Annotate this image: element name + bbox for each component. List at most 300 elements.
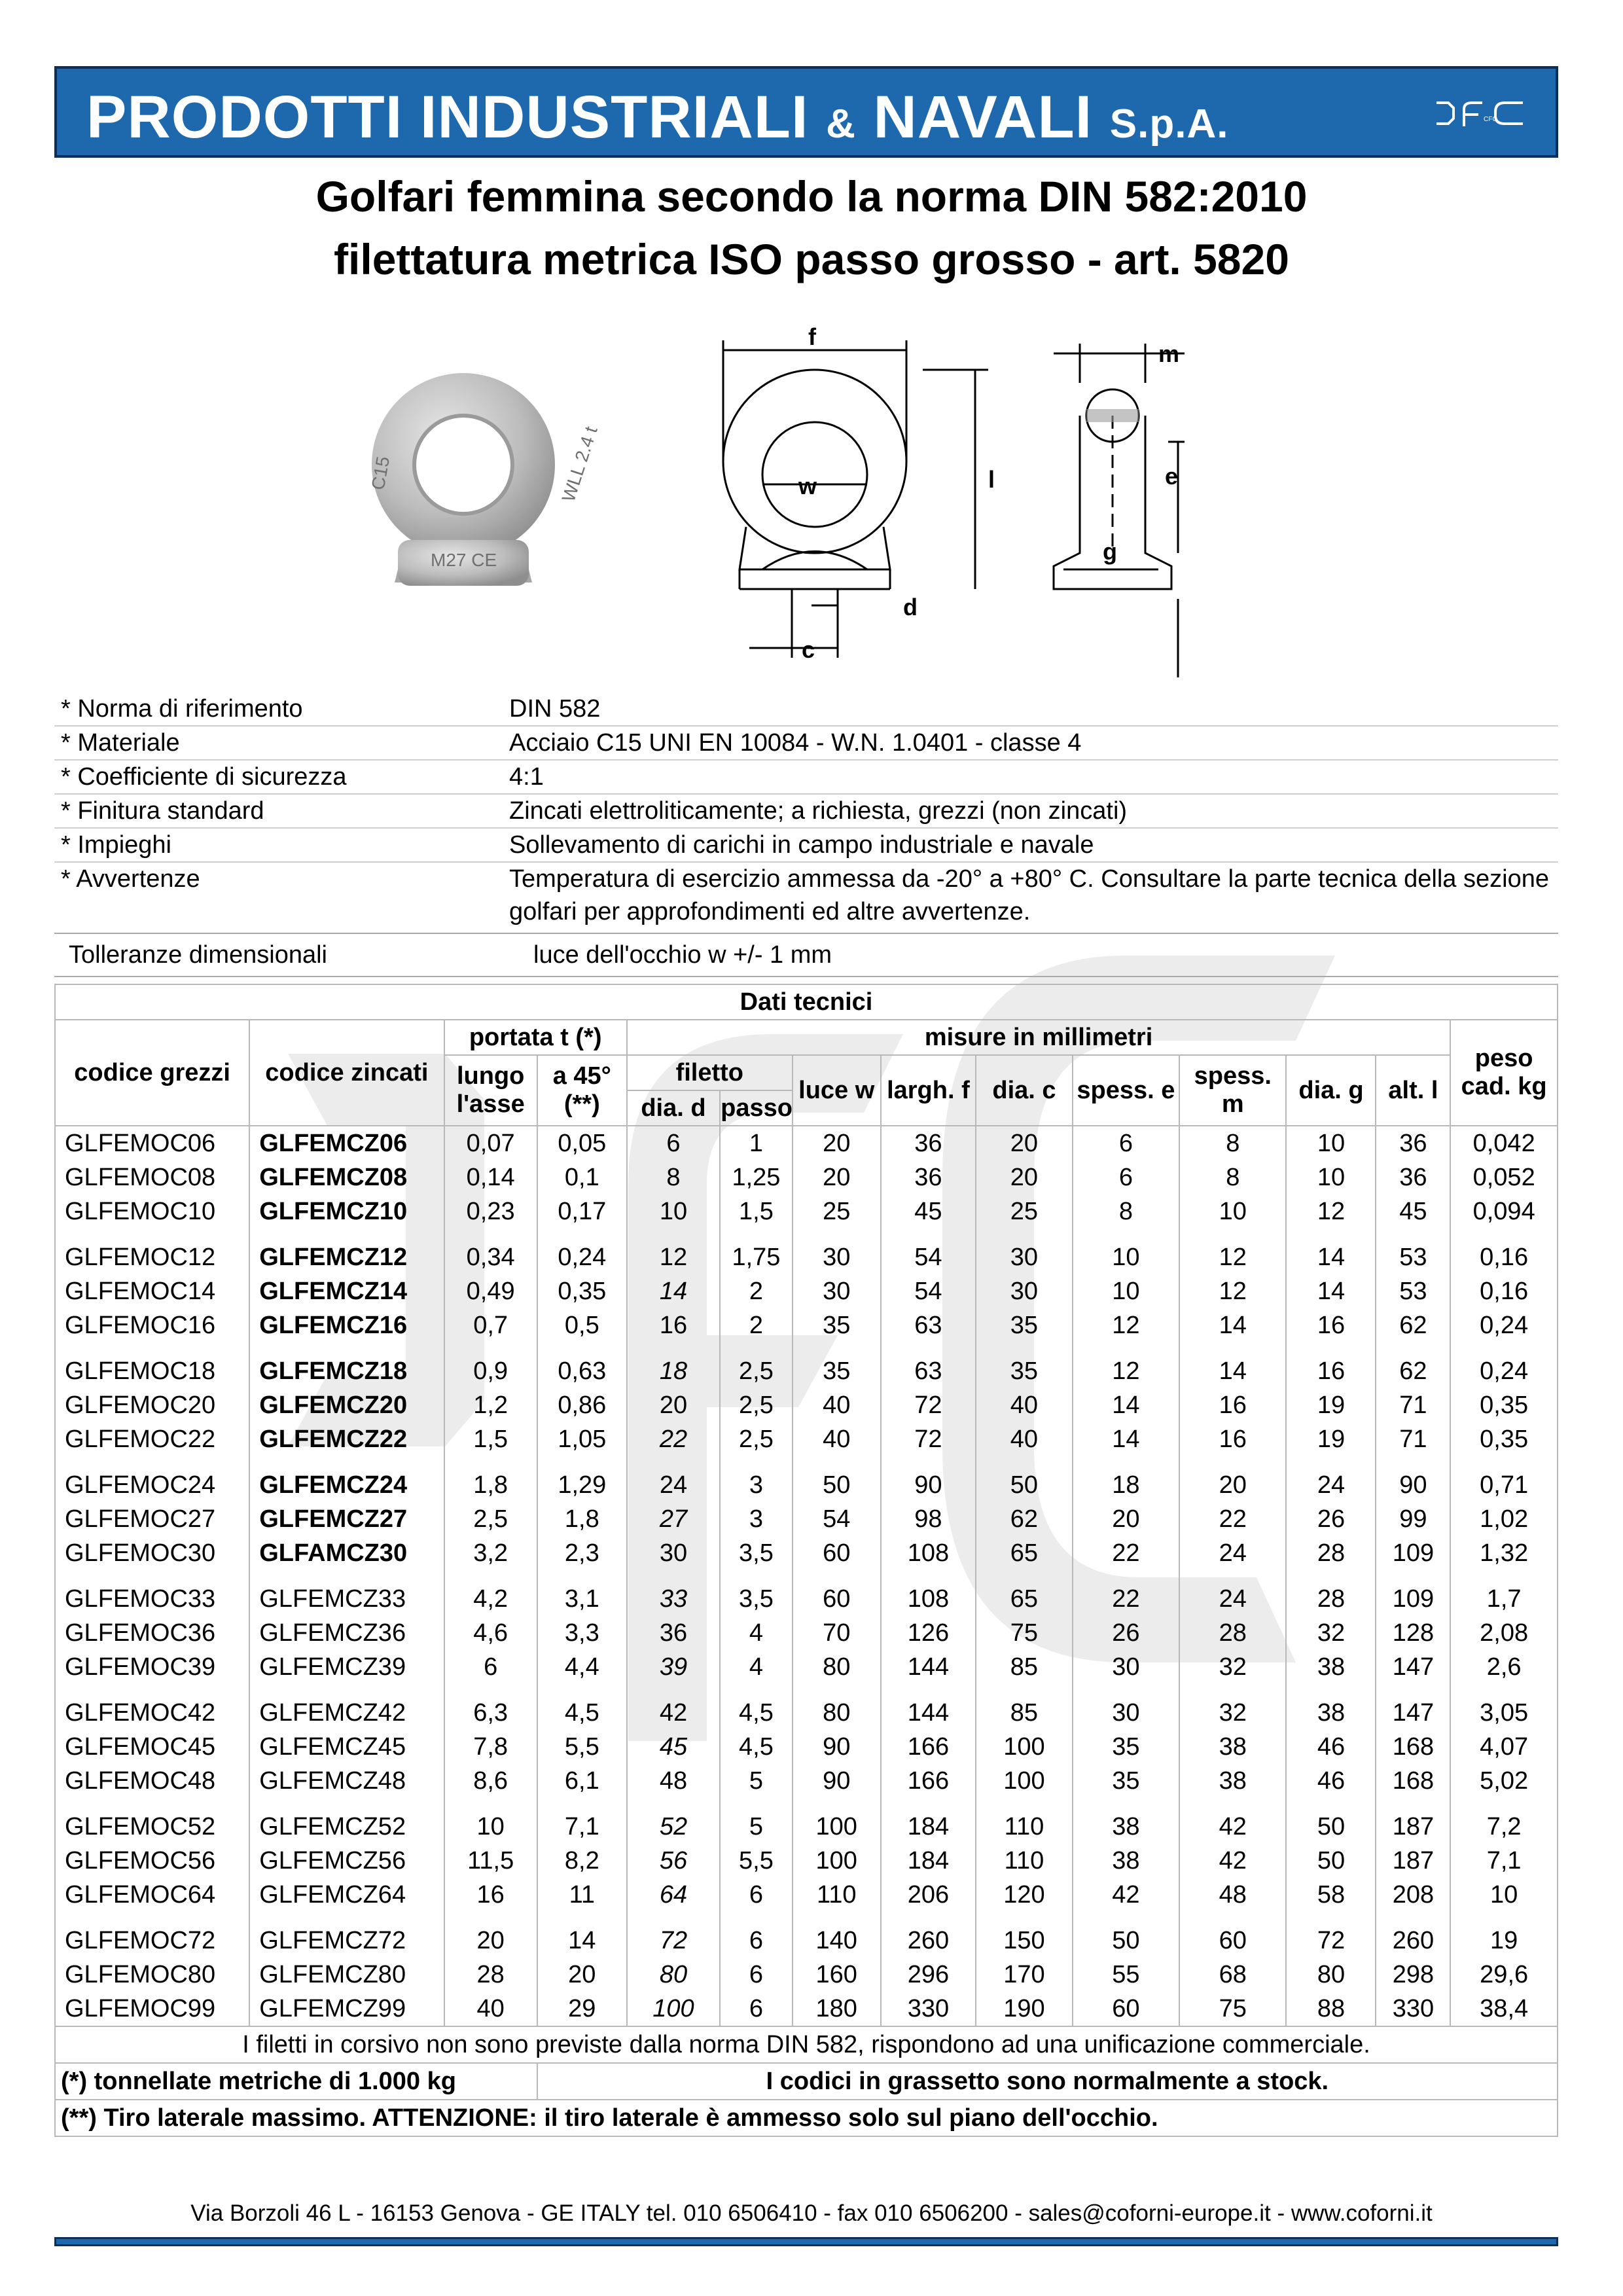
spacer-cell — [1376, 1342, 1450, 1354]
table-cell: 18 — [627, 1354, 720, 1388]
table-cell: 80 — [1286, 1958, 1376, 1992]
table-cell: 108 — [881, 1582, 976, 1616]
table-cell: 4 — [720, 1616, 793, 1650]
table-cell: 88 — [1286, 1992, 1376, 2026]
table-cell: 3,3 — [537, 1616, 627, 1650]
spec-value: Temperatura di esercizio ammessa da -20° a +80° C. Consultare la parte tecnica della sezione golfari per approfondimenti ed altre avvertenze. — [509, 865, 1549, 925]
table-cell: 11 — [537, 1878, 627, 1912]
spec-value: Zincati elettroliticamente; a richiesta, grezzi (non zincati) — [509, 797, 1128, 825]
spacer-cell — [55, 1229, 249, 1240]
table-cell: 16 — [1179, 1388, 1286, 1422]
table-row — [55, 1502, 1558, 1536]
table-cell: 72 — [881, 1388, 976, 1422]
table-cell: 62 — [1376, 1354, 1450, 1388]
table-cell: 10 — [1073, 1240, 1179, 1274]
spacer-cell — [249, 1912, 444, 1924]
spacer-cell — [793, 1570, 881, 1582]
table-cell: 6,1 — [537, 1764, 627, 1798]
table-cell: 14 — [537, 1924, 627, 1958]
table-cell: 40 — [793, 1422, 881, 1456]
table-cell: 12 — [1179, 1274, 1286, 1308]
table-row — [55, 1878, 1558, 1912]
table-cell: 36 — [881, 1160, 976, 1194]
spacer-cell — [537, 1570, 627, 1582]
table-cell: 12 — [1073, 1354, 1179, 1388]
table-cell: 14 — [1179, 1354, 1286, 1388]
svg-text:WLL 2.4 t: WLL 2.4 t — [558, 423, 601, 505]
table-cell: 38 — [1286, 1650, 1376, 1684]
table-cell: GLFEMOC10 — [55, 1194, 249, 1229]
svg-text:C15: C15 — [367, 454, 394, 492]
table-cell: GLFEMOC72 — [55, 1924, 249, 1958]
spacer-cell — [55, 1570, 249, 1582]
col-codice-zincati: codice zincati — [249, 1020, 444, 1126]
table-cell: 7,2 — [1450, 1810, 1558, 1844]
table-cell: 7,8 — [444, 1730, 537, 1764]
table-row — [55, 1924, 1558, 1958]
table-cell: 206 — [881, 1878, 976, 1912]
table-cell: 6 — [627, 1126, 720, 1160]
table-cell: 110 — [793, 1878, 881, 1912]
col-spess-e: spess. e — [1073, 1055, 1179, 1126]
table-cell: 60 — [1179, 1924, 1286, 1958]
table-row — [55, 1160, 1558, 1194]
col-luce: luce w — [793, 1055, 881, 1126]
spacer-cell — [881, 1342, 976, 1354]
table-cell: 0,7 — [444, 1308, 537, 1342]
table-cell: 3,2 — [444, 1536, 537, 1570]
spacer-cell — [1376, 1456, 1450, 1468]
table-cell: 40 — [444, 1992, 537, 2026]
table-cell: GLFEMCZ12 — [249, 1240, 444, 1274]
table-cell: 50 — [976, 1468, 1073, 1502]
table-cell: 0,34 — [444, 1240, 537, 1274]
spacer-cell — [793, 1684, 881, 1696]
table-cell: 6,3 — [444, 1696, 537, 1730]
table-cell: 63 — [881, 1354, 976, 1388]
table-cell: 4,5 — [720, 1696, 793, 1730]
table-cell: GLFEMOC22 — [55, 1422, 249, 1456]
table-row — [55, 1616, 1558, 1650]
table-cell: 22 — [1179, 1502, 1286, 1536]
table-cell: GLFEMCZ42 — [249, 1696, 444, 1730]
company-spa: S.p.A. — [1109, 101, 1229, 147]
spacer-cell — [249, 1798, 444, 1810]
table-cell: 1,05 — [537, 1422, 627, 1456]
table-cell: 6 — [720, 1924, 793, 1958]
table-cell: 42 — [627, 1696, 720, 1730]
table-cell: 8,2 — [537, 1844, 627, 1878]
spacer-cell — [1179, 1912, 1286, 1924]
table-cell: 58 — [1286, 1878, 1376, 1912]
footer-bar — [54, 2237, 1558, 2246]
table-cell: 330 — [881, 1992, 976, 2026]
spacer-cell — [1376, 1912, 1450, 1924]
svg-text:g: g — [1103, 538, 1117, 565]
group-spacer — [55, 1684, 1558, 1696]
spacer-cell — [881, 1570, 976, 1582]
table-cell: 32 — [1179, 1650, 1286, 1684]
table-cell: 75 — [1179, 1992, 1286, 2026]
spacer-cell — [1073, 1342, 1179, 1354]
table-cell: 16 — [627, 1308, 720, 1342]
table-cell: 144 — [881, 1650, 976, 1684]
table-cell: 4,2 — [444, 1582, 537, 1616]
spacer-cell — [1450, 1229, 1558, 1240]
table-cell: 54 — [881, 1240, 976, 1274]
table-row — [55, 1696, 1558, 1730]
table-cell: 20 — [793, 1160, 881, 1194]
tolerance-row — [54, 933, 1558, 977]
table-cell: 24 — [1286, 1468, 1376, 1502]
table-cell: 108 — [881, 1536, 976, 1570]
table-cell: GLFEMCZ08 — [249, 1160, 444, 1194]
table-cell: 54 — [793, 1502, 881, 1536]
note-stock: I codici in grassetto sono normalmente a stock. — [537, 2063, 1558, 2100]
table-cell: 187 — [1376, 1810, 1450, 1844]
table-cell: 65 — [976, 1582, 1073, 1616]
table-cell: 26 — [1073, 1616, 1179, 1650]
spacer-cell — [1286, 1570, 1376, 1582]
spacer-cell — [720, 1570, 793, 1582]
spacer-cell — [720, 1912, 793, 1924]
table-cell: 5 — [720, 1810, 793, 1844]
table-cell: 53 — [1376, 1240, 1450, 1274]
table-cell: GLFEMCZ39 — [249, 1650, 444, 1684]
table-cell: GLFEMCZ10 — [249, 1194, 444, 1229]
table-cell: 100 — [976, 1730, 1073, 1764]
table-cell: GLFEMCZ22 — [249, 1422, 444, 1456]
table-cell: 147 — [1376, 1650, 1450, 1684]
table-cell: 1,02 — [1450, 1502, 1558, 1536]
table-cell: 0,35 — [1450, 1388, 1558, 1422]
col-lungo: lungo l'asse — [444, 1055, 537, 1126]
spacer-cell — [249, 1342, 444, 1354]
svg-text:c: c — [802, 636, 815, 663]
table-cell: 140 — [793, 1924, 881, 1958]
table-cell: 0,35 — [1450, 1422, 1558, 1456]
table-cell: 1,8 — [444, 1468, 537, 1502]
table-row — [55, 1126, 1558, 1160]
spec-row — [54, 761, 1558, 795]
table-cell: 1,7 — [1450, 1582, 1558, 1616]
table-cell: 208 — [1376, 1878, 1450, 1912]
table-row — [55, 1730, 1558, 1764]
table-cell: 330 — [1376, 1992, 1450, 2026]
table-cell: 38 — [1073, 1844, 1179, 1878]
table-cell: 85 — [976, 1650, 1073, 1684]
table-cell: 36 — [1376, 1126, 1450, 1160]
spacer-cell — [627, 1229, 720, 1240]
table-cell: 50 — [1286, 1844, 1376, 1878]
table-cell: 12 — [1179, 1240, 1286, 1274]
table-cell: 40 — [976, 1388, 1073, 1422]
table-cell: 16 — [1286, 1354, 1376, 1388]
table-cell: 2,08 — [1450, 1616, 1558, 1650]
spec-row — [54, 863, 1558, 928]
table-cell: 36 — [1376, 1160, 1450, 1194]
spacer-cell — [881, 1229, 976, 1240]
table-cell: 0,16 — [1450, 1240, 1558, 1274]
spacer-cell — [537, 1229, 627, 1240]
spacer-cell — [444, 1570, 537, 1582]
company-banner — [54, 66, 1558, 158]
table-cell: 2,6 — [1450, 1650, 1558, 1684]
table-cell: 190 — [976, 1992, 1073, 2026]
group-spacer — [55, 1912, 1558, 1924]
table-cell: GLFEMCZ48 — [249, 1764, 444, 1798]
table-cell: 5,5 — [537, 1730, 627, 1764]
table-cell: GLFEMCZ18 — [249, 1354, 444, 1388]
company-logo-icon — [1431, 94, 1529, 133]
table-row — [55, 1194, 1558, 1229]
table-cell: 2 — [720, 1308, 793, 1342]
note-tiro — [55, 2100, 1558, 2136]
table-cell: 27 — [627, 1502, 720, 1536]
table-cell: 35 — [1073, 1764, 1179, 1798]
table-cell: 109 — [1376, 1536, 1450, 1570]
dimension-drawing — [700, 323, 1211, 681]
table-cell: 184 — [881, 1810, 976, 1844]
table-cell: GLFEMCZ72 — [249, 1924, 444, 1958]
table-cell: 0,49 — [444, 1274, 537, 1308]
svg-text:d: d — [903, 594, 918, 620]
table-cell: GLFEMCZ20 — [249, 1388, 444, 1422]
table-cell: GLFEMOC20 — [55, 1388, 249, 1422]
table-cell: 63 — [881, 1308, 976, 1342]
group-spacer — [55, 1456, 1558, 1468]
table-cell: 1,2 — [444, 1388, 537, 1422]
table-cell: GLFEMCZ99 — [249, 1992, 444, 2026]
spacer-cell — [1073, 1912, 1179, 1924]
table-cell: 10 — [1450, 1878, 1558, 1912]
table-cell: 38 — [1179, 1764, 1286, 1798]
svg-text:CFC: CFC — [1484, 116, 1497, 123]
table-cell: 2,5 — [444, 1502, 537, 1536]
svg-text:l: l — [988, 466, 995, 493]
table-cell: 28 — [1286, 1536, 1376, 1570]
spacer-cell — [976, 1456, 1073, 1468]
table-cell: 30 — [1073, 1696, 1179, 1730]
table-row — [55, 1582, 1558, 1616]
spacer-cell — [976, 1912, 1073, 1924]
table-cell: 1,75 — [720, 1240, 793, 1274]
spec-value: Acciaio C15 UNI EN 10084 - W.N. 1.0401 - classe 4 — [509, 729, 1082, 757]
table-cell: 10 — [1286, 1126, 1376, 1160]
spacer-cell — [1179, 1798, 1286, 1810]
table-cell: 0,052 — [1450, 1160, 1558, 1194]
table-cell: 71 — [1376, 1388, 1450, 1422]
col-filetto: filetto — [627, 1055, 793, 1090]
note-tiro-label: (**) Tiro laterale massimo. — [61, 2104, 366, 2132]
table-cell: 8 — [1073, 1194, 1179, 1229]
table-cell: 90 — [881, 1468, 976, 1502]
col-alt: alt. l — [1376, 1055, 1450, 1126]
table-cell: GLFEMOC52 — [55, 1810, 249, 1844]
spacer-cell — [1073, 1570, 1179, 1582]
table-cell: 0,1 — [537, 1160, 627, 1194]
table-cell: 0,5 — [537, 1308, 627, 1342]
spacer-cell — [976, 1570, 1073, 1582]
table-cell: 60 — [793, 1536, 881, 1570]
spec-key: * Impieghi — [61, 831, 171, 859]
spacer-cell — [55, 1456, 249, 1468]
table-cell: 65 — [976, 1536, 1073, 1570]
table-cell: 0,042 — [1450, 1126, 1558, 1160]
table-cell: 48 — [627, 1764, 720, 1798]
table-cell: 1 — [720, 1126, 793, 1160]
spec-key: * Coefficiente di sicurezza — [61, 763, 347, 791]
spacer-cell — [793, 1342, 881, 1354]
table-cell: 100 — [793, 1810, 881, 1844]
spacer-cell — [1286, 1798, 1376, 1810]
table-cell: 7,1 — [537, 1810, 627, 1844]
spacer-cell — [1073, 1229, 1179, 1240]
table-cell: 0,9 — [444, 1354, 537, 1388]
table-cell: 50 — [1286, 1810, 1376, 1844]
table-cell: GLFEMOC80 — [55, 1958, 249, 1992]
table-cell: 5,02 — [1450, 1764, 1558, 1798]
table-cell: GLFEMCZ64 — [249, 1878, 444, 1912]
spacer-cell — [1450, 1912, 1558, 1924]
table-cell: 6 — [720, 1958, 793, 1992]
spacer-cell — [720, 1229, 793, 1240]
spacer-cell — [1286, 1342, 1376, 1354]
table-cell: GLFEMOC06 — [55, 1126, 249, 1160]
table-cell: 30 — [976, 1274, 1073, 1308]
table-cell: 3,05 — [1450, 1696, 1558, 1730]
table-cell: 0,24 — [537, 1240, 627, 1274]
table-cell: 4,5 — [537, 1696, 627, 1730]
note-tiro-rest: il tiro laterale è ammesso solo sul piano dell'occhio. — [544, 2104, 1158, 2132]
table-cell: 72 — [1286, 1924, 1376, 1958]
table-cell: 6 — [444, 1650, 537, 1684]
spec-value: Sollevamento di carichi in campo industriale e navale — [509, 831, 1094, 859]
table-cell: 3 — [720, 1502, 793, 1536]
table-cell: 20 — [1073, 1502, 1179, 1536]
table-cell: 110 — [976, 1844, 1073, 1878]
table-cell: 24 — [627, 1468, 720, 1502]
table-cell: GLFEMCZ56 — [249, 1844, 444, 1878]
table-cell: 90 — [1376, 1468, 1450, 1502]
spacer-cell — [1073, 1798, 1179, 1810]
table-cell: 80 — [793, 1650, 881, 1684]
table-cell: 11,5 — [444, 1844, 537, 1878]
col-spess-m: spess. m — [1179, 1055, 1286, 1126]
table-cell: 64 — [627, 1878, 720, 1912]
table-cell: 48 — [1179, 1878, 1286, 1912]
group-spacer — [55, 1229, 1558, 1240]
note-italic: I filetti in corsivo non sono previste dalla norma DIN 582, rispondono ad una unificazione commerciale. — [55, 2026, 1558, 2063]
col-misure: misure in millimetri — [627, 1020, 1451, 1055]
table-cell: 120 — [976, 1878, 1073, 1912]
spacer-cell — [627, 1342, 720, 1354]
spacer-cell — [1376, 1684, 1450, 1696]
table-cell: 80 — [793, 1696, 881, 1730]
table-cell: 8 — [627, 1160, 720, 1194]
table-cell: 20 — [976, 1160, 1073, 1194]
table-cell: 4,5 — [720, 1730, 793, 1764]
table-cell: 3,5 — [720, 1582, 793, 1616]
footer-contact: Via Borzoli 46 L - 16153 Genova - GE ITALY tel. 010 6506410 - fax 010 6506200 - sales@coforni-europe.it - www.coforni.it — [190, 2200, 1433, 2226]
spacer-cell — [793, 1798, 881, 1810]
table-cell: 14 — [1179, 1308, 1286, 1342]
spacer-cell — [1286, 1684, 1376, 1696]
table-cell: 39 — [627, 1650, 720, 1684]
table-cell: 0,05 — [537, 1126, 627, 1160]
table-cell: 0,23 — [444, 1194, 537, 1229]
table-cell: 30 — [976, 1240, 1073, 1274]
table-cell: 180 — [793, 1992, 881, 2026]
table-cell: 168 — [1376, 1764, 1450, 1798]
spec-row — [54, 829, 1558, 863]
table-cell: 22 — [1073, 1582, 1179, 1616]
table-cell: 28 — [1286, 1582, 1376, 1616]
eye-nut-photo — [359, 367, 601, 592]
table-cell: GLFEMOC56 — [55, 1844, 249, 1878]
spacer-cell — [1179, 1229, 1286, 1240]
col-a45: a 45° (**) — [537, 1055, 627, 1126]
table-cell: GLFEMCZ06 — [249, 1126, 444, 1160]
table-cell: 52 — [627, 1810, 720, 1844]
spacer-cell — [881, 1912, 976, 1924]
table-cell: 19 — [1286, 1388, 1376, 1422]
spacer-cell — [976, 1684, 1073, 1696]
table-cell: 16 — [1286, 1308, 1376, 1342]
table-cell: 187 — [1376, 1844, 1450, 1878]
spacer-cell — [1376, 1798, 1450, 1810]
table-cell: 168 — [1376, 1730, 1450, 1764]
table-cell: 45 — [627, 1730, 720, 1764]
spacer-cell — [55, 1798, 249, 1810]
table-cell: 30 — [793, 1240, 881, 1274]
spacer-cell — [720, 1798, 793, 1810]
table-cell: GLFEMOC42 — [55, 1696, 249, 1730]
table-cell: 0,63 — [537, 1354, 627, 1388]
group-spacer — [55, 1570, 1558, 1582]
table-cell: 4,6 — [444, 1616, 537, 1650]
spacer-cell — [444, 1684, 537, 1696]
table-cell: 30 — [793, 1274, 881, 1308]
spacer-cell — [720, 1342, 793, 1354]
table-cell: 32 — [1179, 1696, 1286, 1730]
table-cell: 10 — [1073, 1274, 1179, 1308]
table-cell: 40 — [976, 1422, 1073, 1456]
table-cell: 36 — [881, 1126, 976, 1160]
table-cell: GLFEMOC39 — [55, 1650, 249, 1684]
table-cell: 38 — [1073, 1810, 1179, 1844]
table-cell: 128 — [1376, 1616, 1450, 1650]
table-cell: 260 — [881, 1924, 976, 1958]
table-cell: 144 — [881, 1696, 976, 1730]
spacer-cell — [976, 1798, 1073, 1810]
spacer-cell — [720, 1456, 793, 1468]
spacer-cell — [793, 1912, 881, 1924]
spacer-cell — [249, 1456, 444, 1468]
table-cell: 14 — [1286, 1274, 1376, 1308]
spec-list — [54, 692, 1558, 928]
table-row — [55, 1388, 1558, 1422]
table-cell: 3,5 — [720, 1536, 793, 1570]
table-cell: 14 — [1073, 1422, 1179, 1456]
table-row — [55, 1274, 1558, 1308]
table-cell: 38 — [1179, 1730, 1286, 1764]
table-cell: 22 — [627, 1422, 720, 1456]
table-cell: 0,07 — [444, 1126, 537, 1160]
spacer-cell — [1450, 1456, 1558, 1468]
table-cell: 26 — [1286, 1502, 1376, 1536]
spacer-cell — [976, 1342, 1073, 1354]
